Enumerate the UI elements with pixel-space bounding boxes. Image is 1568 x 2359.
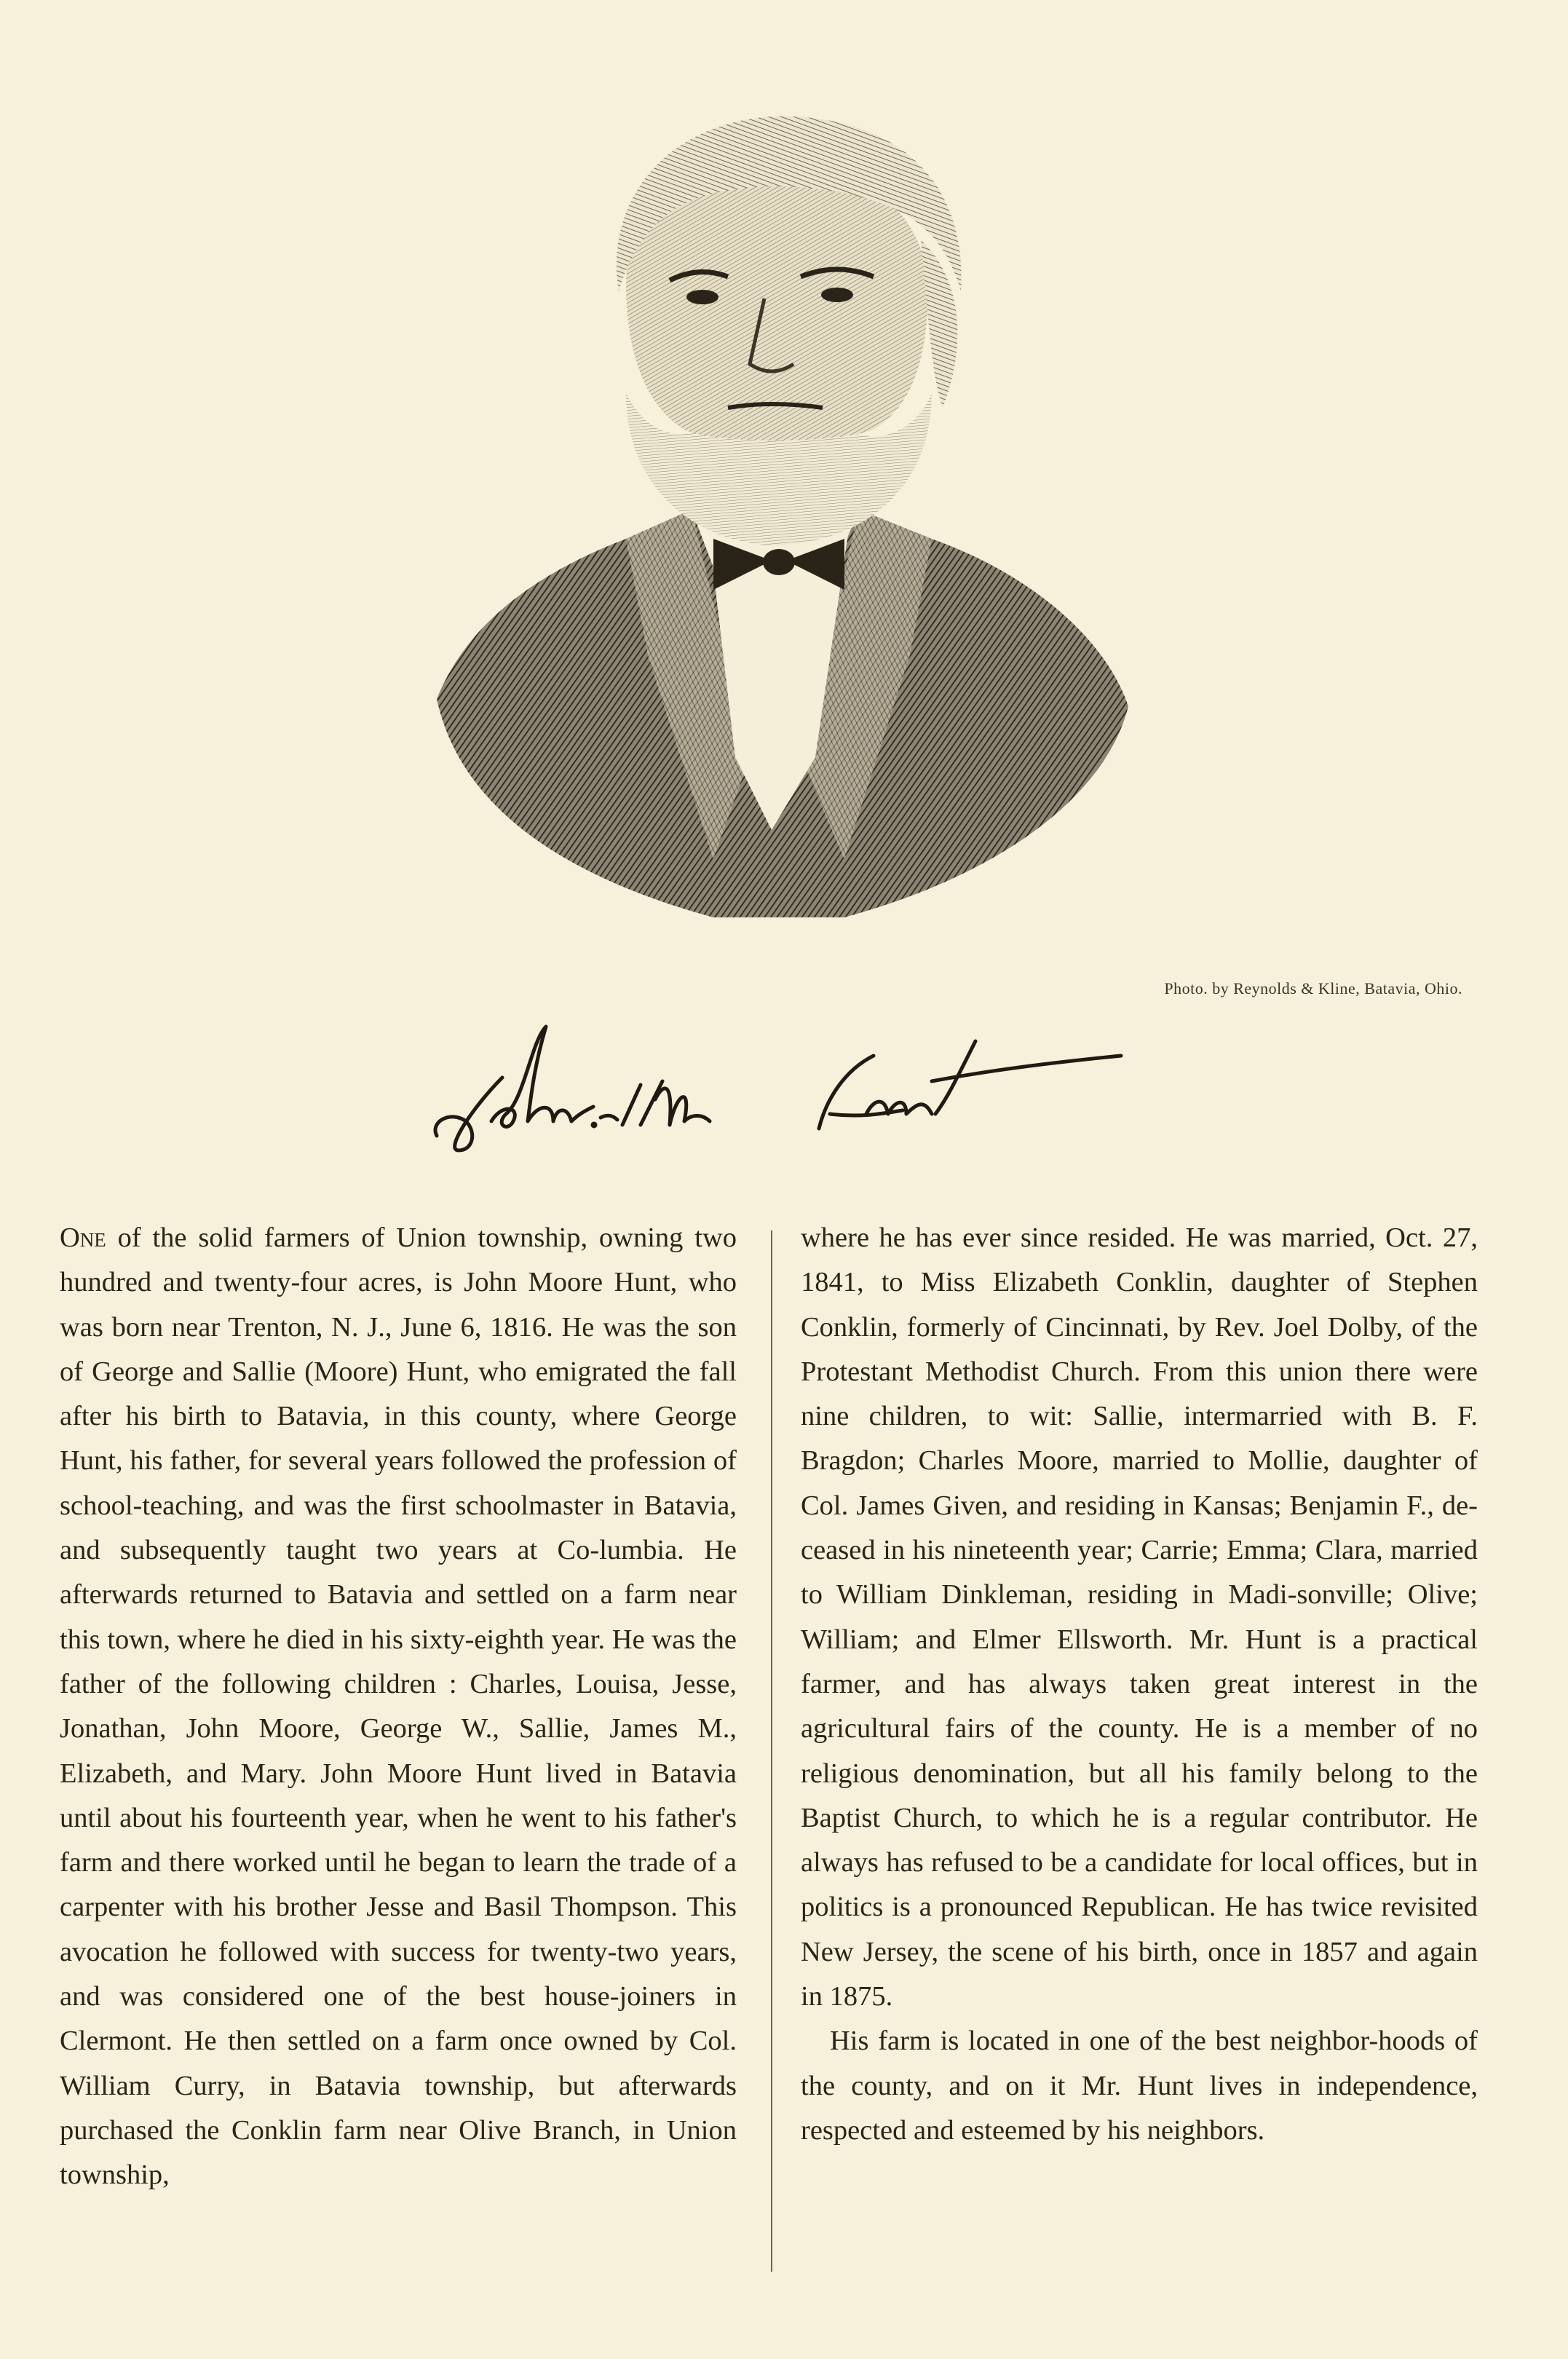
paragraph	[60, 1216, 737, 2198]
signature	[422, 1012, 1150, 1180]
article-column-right	[801, 1216, 1478, 2153]
portrait-engraving	[408, 102, 1150, 932]
photo-credit: Photo. by Reynolds & Kline, Batavia, Ohio.	[1164, 979, 1462, 997]
paragraph: where he has ever since resided. He was married, Oct. 27, 1841, to Miss Elizabeth Conklin, daughter of Stephen Conklin, formerly of Cincinnati, by Rev. Joel Dolby, of the Protestant Methodist Church. From this union there were nine children, to wit: Sallie, intermarried with B. F. Bragdon; Charles Moore, married to Mollie, daughter of Col. James Given, and residing in Kansas; Benjamin F., de-ceased in his nineteenth year; Carrie; Emma; Clara, married to William Dinkleman, residing in Madi-sonville; Olive; William; and Elmer Ellsworth. Mr. Hunt is a practical farmer, and has always taken great interest in the agricultural fairs of the county. He is a member of no religious denomination, but all his family belong to the Baptist Church, to which he is a regular contributor. He always has refused to be a candidate for local offices, but in politics is a pronounced Republican. He has twice revisited New Jersey, the scene of his birth, once in 1857 and again in 1875.	[801, 1222, 1478, 2012]
column-divider	[771, 1230, 772, 2272]
paragraph: His farm is located in one of the best neighbor-hoods of the county, and on it Mr. Hunt lives in independence, respected and esteemed by his neighbors.	[801, 2026, 1478, 2146]
lead-word: One	[60, 1222, 106, 1253]
article-column-left	[60, 1216, 737, 2198]
paragraph-text: of the solid farmers of Union township, owning two hundred and twenty-four acres, is John Moore Hunt, who was born near Trenton, N. J., June 6, 1816. He was the son of George and Sallie (Moore) Hunt, who emigrated the fall after his birth to Batavia, in this county, where George Hunt, his father, for several years followed the profession of school-teaching, and was the first schoolmaster in Batavia, and subsequently taught two years at Co-lumbia. He afterwards returned to Batavia and settled on a farm near this town, where he died in his sixty-eighth year. He was the father of the following children : Charles, Louisa, Jesse, Jonathan, John Moore, George W., Sallie, James M., Elizabeth, and Mary. John Moore Hunt lived in Batavia until about his fourteenth year, when he went to his father's farm and there worked until he began to learn the trade of a carpenter with his brother Jesse and Basil Thompson. This avocation he followed with success for twenty-two years, and was considered one of the best house-joiners in Clermont. He then settled on a farm once owned by Col. William Curry, in Batavia township, but afterwards purchased the Conklin farm near Olive Branch, in Union township,	[60, 1222, 737, 2191]
